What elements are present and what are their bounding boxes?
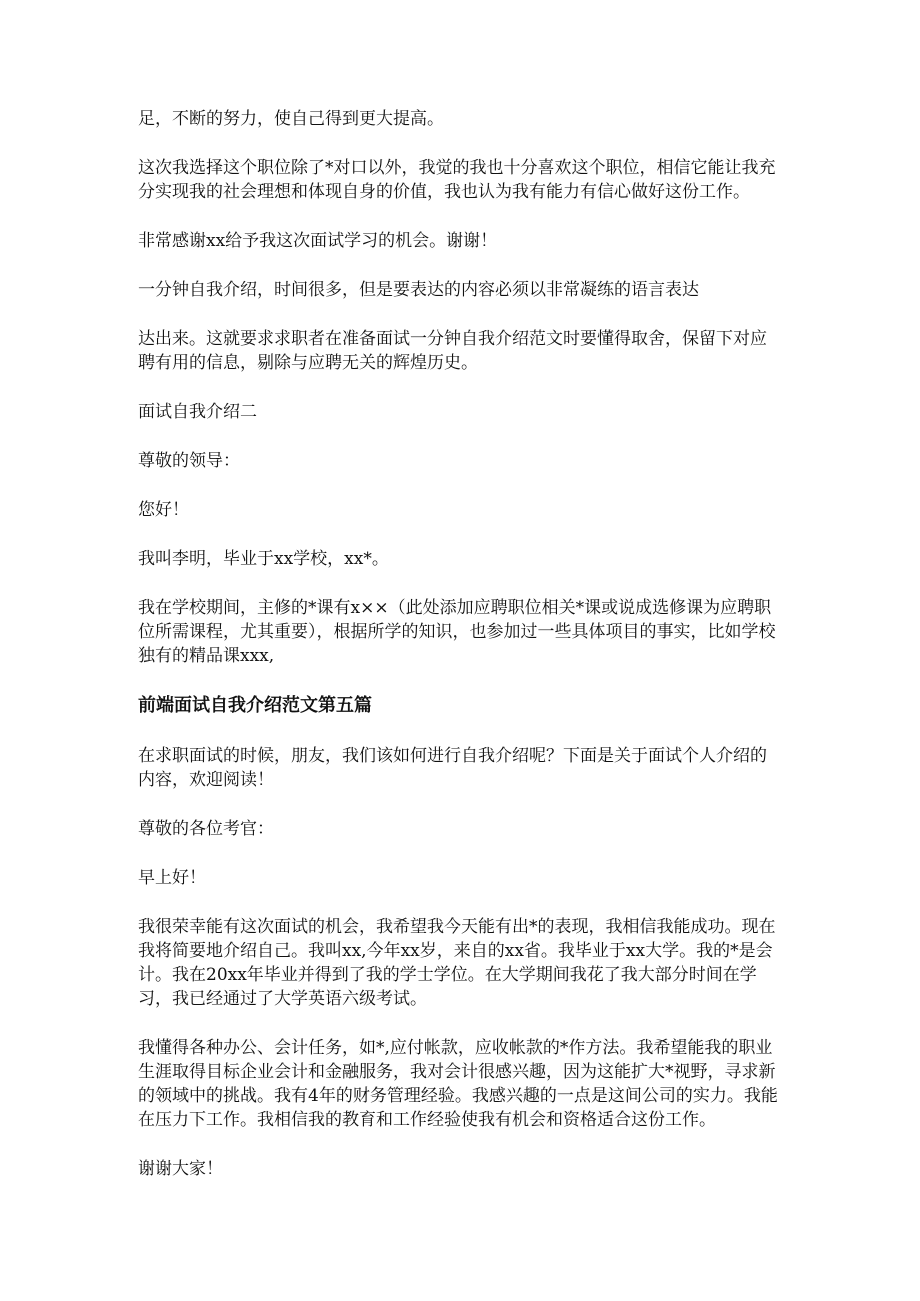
paragraph: 面试自我介绍二	[138, 402, 257, 422]
paragraph: 我叫李明，毕业于xx学校，xx*。	[138, 549, 389, 569]
paragraph: 早上好！	[138, 868, 206, 888]
paragraph: 我懂得各种办公、会计任务，如*,应付帐款，应收帐款的*作方法。我希望能我的职业生涯取得目标企业会计和金融服务，我对会计很感兴趣，因为这能扩大*视野，寻求新的领域中的挑战。我有4年的财务管理经验。我感兴趣的一点是这间公司的实力。我能在压力下工作。我相信我的教育和工作经验使我有机会和资格适合这份工作。	[138, 1038, 778, 1130]
paragraph: 尊敬的各位考官：	[138, 819, 274, 839]
paragraph: 这次我选择这个职位除了*对口以外，我觉的我也十分喜欢这个职位，相信它能让我充分实现我的社会理想和体现自身的价值，我也认为我有能力有信心做好这份工作。	[138, 158, 776, 202]
paragraph: 您好！	[138, 500, 189, 520]
paragraph: 在求职面试的时候，朋友，我们该如何进行自我介绍呢？下面是关于面试个人介绍的内容，欢迎阅读！	[138, 746, 767, 790]
paragraph: 谢谢大家！	[138, 1159, 223, 1179]
paragraph: 尊敬的领导：	[138, 451, 240, 471]
paragraph: 一分钟自我介绍，时间很多，但是要表达的内容必须以非常凝练的语言表达	[138, 280, 699, 300]
paragraph: 足，不断的努力，使自己得到更大提高。	[138, 109, 444, 129]
paragraph: 非常感谢xx给予我这次面试学习的机会。谢谢！	[138, 231, 498, 251]
paragraph: 我在学校期间，主修的*课有x××（此处添加应聘职位相关*课或说成选修课为应聘职位所需课程，尤其重要），根据所学的知识，也参加过一些具体项目的事实，比如学校独有的精品课xxx,	[138, 598, 776, 666]
document-body	[138, 107, 783, 1206]
paragraph: 我很荣幸能有这次面试的机会，我希望我今天能有出*的表现，我相信我能成功。现在我将简要地介绍自己。我叫xx,今年xx岁，来自的xx省。我毕业于xx大学。我的*是会计。我在20xx年毕业并得到了我的学士学位。在大学期间我花了我大部分时间在学习，我已经通过了大学英语六级考试。	[138, 917, 776, 1009]
section-heading: 前端面试自我介绍范文第五篇	[138, 695, 372, 716]
paragraph: 达出来。这就要求求职者在准备面试一分钟自我介绍范文时要懂得取舍，保留下对应聘有用的信息，剔除与应聘无关的辉煌历史。	[138, 329, 767, 373]
